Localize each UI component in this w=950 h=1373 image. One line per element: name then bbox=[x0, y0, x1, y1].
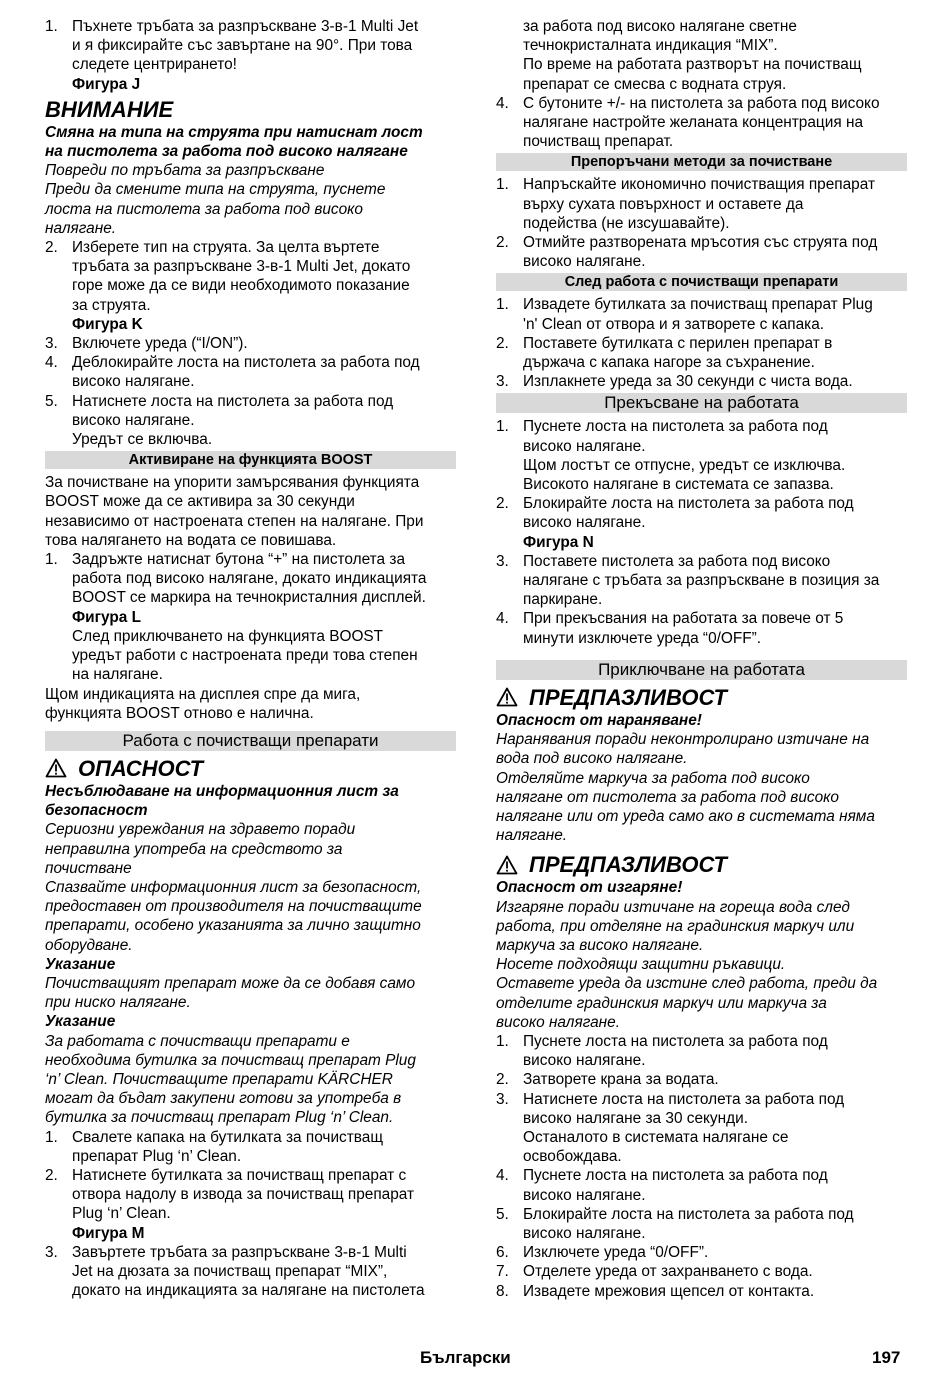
list-item: 3. Натиснете лоста на пистолета за работа под високо налягане за 30 секунди. Останалото в системата налягане се освобождава. bbox=[496, 1090, 845, 1166]
list-item: 5. Блокирайте лоста на пистолета за работа под високо налягане. bbox=[496, 1205, 854, 1242]
danger-subtitle: Несъблюдаване на информационния лист за безопасност bbox=[45, 782, 399, 820]
note-text: Почистващият препарат може да се добавя само при ниско налягане. bbox=[45, 974, 416, 1012]
caution-text: Наранявания поради неконтролирано изтичане на вода под високо налягане. Отделяйте маркуча за работа под високо налягане от пистолета за работа под високо налягане или от уреда само ако в системата няма налягане. bbox=[496, 731, 875, 845]
footer-language: Български bbox=[420, 1348, 511, 1367]
warning-triangle-icon bbox=[45, 758, 67, 778]
section-heading-finish: Приключване на работата bbox=[496, 660, 907, 680]
list-item: 4. С бутоните +/- на пистолета за работа под високо налягане настройте желаната концентрация на почистващ препарат. bbox=[496, 94, 880, 151]
list-item: 3. Включете уреда (“I/ON”). bbox=[45, 335, 248, 353]
list-item: 2. Затворете крана за водата. bbox=[496, 1071, 719, 1089]
list-item: 7. Отделете уреда от захранването с вода. bbox=[496, 1263, 813, 1281]
page-number: 197 bbox=[872, 1348, 901, 1367]
list-item: 2. Отмийте разтворената мръсотия със струята под високо налягане. bbox=[496, 234, 878, 271]
figure-ref: Фигура K bbox=[72, 315, 143, 333]
danger-title: ОПАСНОСТ bbox=[45, 755, 456, 782]
left-column bbox=[45, 17, 456, 1300]
list-item: 1. Пуснете лоста на пистолета за работа под високо налягане. bbox=[496, 1032, 828, 1070]
list-item: 8. Извадете мрежовия щепсел от контакта. bbox=[496, 1282, 815, 1300]
section-heading-boost: Активиране на функцията BOOST bbox=[45, 451, 456, 469]
list-item: 4. Пуснете лоста на пистолета за работа под високо налягане. bbox=[496, 1167, 828, 1204]
paragraph: Щом индикацията на дисплея спре да мига, функцията BOOST отново е налична. bbox=[45, 685, 361, 722]
list-item: 1. Свалете капака на бутилката за почистващ препарат Plug ‘n’ Clean. bbox=[45, 1128, 384, 1165]
list-item: 1. Задръжте натиснат бутона “+” на пистолета за работа под високо налягане, докато индикацията BOOST се маркира на течнокристалния дисплей. Фигура L След приключването на функцията BOOST уредът работи с настроената преди това степен на налягане. bbox=[45, 550, 456, 684]
list-item: 3. Изплакнете уреда за 30 секунди с чиста вода. bbox=[496, 373, 853, 391]
paragraph: За почистване на упорити замърсявания функцията BOOST може да се активира за 30 секунди независимо от настроената степен на налягане. При това налягането на водата се повишава. bbox=[45, 474, 424, 549]
danger-text: Сериозни увреждания на здравето поради неправилна употреба на средството за почистване Спазвайте информационния лист за безопасност, предоставен от производителя на почистващите препарати, особено указанията за лично защитно оборудване. bbox=[45, 821, 422, 954]
list-item: 1. Напръскайте икономично почистващия препарат върху сухата повърхност и оставете да подейства (не изсушавайте). bbox=[496, 176, 876, 232]
note-title: Указание bbox=[45, 955, 116, 973]
figure-ref: Фигура M bbox=[72, 1224, 145, 1242]
list-item: 1. Пъхнете тръбата за разпръскване 3-в-1 Multi Jet и я фиксирайте със завъртане на 90°. При това следете центрирането! Фигура J bbox=[45, 17, 456, 94]
caution-subtitle: Опасност от нараняване! bbox=[496, 711, 702, 729]
figure-ref: Фигура L bbox=[72, 608, 142, 626]
list-item: 3. Завъртете тръбата за разпръскване 3-в-1 Multi Jet на дюзата за почистващ препарат “MIX”, докато на индикацията за налягане на пистолета bbox=[45, 1243, 425, 1300]
section-heading-after: След работа с почистващи препарати bbox=[496, 273, 907, 291]
right-column bbox=[496, 17, 907, 1301]
list-item: 4. При прекъсвания на работата за повече от 5 минути изключете уреда “0/OFF”. bbox=[496, 610, 844, 647]
section-heading-interrupt: Прекъсване на работата bbox=[496, 393, 907, 413]
list-item: 1. Извадете бутилката за почистващ препарат Plug 'n' Clean от отвора и я затворете с капака. bbox=[496, 296, 873, 333]
caution-text: Изгаряне поради изтичане на гореща вода след работа, при отделяне на градинския маркуч или маркуча за високо налягане. Носете подходящи защитни ръкавици. Оставете уреда да изстине след работа, преди да отделите градинския маркуч или маркуча за високо налягане. bbox=[496, 898, 878, 1031]
list-item: 4. Деблокирайте лоста на пистолета за работа под високо налягане. bbox=[45, 354, 420, 391]
section-heading-methods: Препоръчани методи за почистване bbox=[496, 153, 907, 171]
warning-title: ВНИМАНИЕ bbox=[45, 96, 174, 122]
list-item: 2. Изберете тип на струята. За целта въртете тръбата за разпръскване 3-в-1 Multi Jet, докато горе може да се види необходимото показание за струята. Фигура K bbox=[45, 238, 456, 334]
list-item: 2. Натиснете бутилката за почистващ препарат с отвора надолу в извода за почистващ препарат Plug ‘n’ Clean. Фигура M bbox=[45, 1166, 456, 1243]
caution-title: ПРЕДПАЗЛИВОСТ bbox=[496, 851, 907, 878]
figure-ref: Фигура N bbox=[523, 533, 594, 551]
note-title: Указание bbox=[45, 1013, 116, 1031]
list-item: 5. Натиснете лоста на пистолета за работа под високо налягане. Уредът се включва. bbox=[45, 392, 394, 449]
section-heading-detergents: Работа с почистващи препарати bbox=[45, 731, 456, 751]
note-text: За работата с почистващи препарати е необходима бутилка за почистващ препарат Plug ‘n’ Clean. Почистващите препарати KÄRCHER могат да бъдат закупени готови за употреба в бутилка за почистващ препарат Plug ‘n’ Clean. bbox=[45, 1032, 416, 1127]
list-item: 3. Поставете пистолета за работа под високо налягане с тръбата за разпръскване в позиция за паркиране. bbox=[496, 552, 880, 609]
list-item: 2. Поставете бутилката с перилен препарат в държача с капака нагоре за съхранение. bbox=[496, 334, 833, 372]
list-item: 6. Изключете уреда “0/OFF”. bbox=[496, 1244, 709, 1262]
list-item: 2. Блокирайте лоста на пистолета за работа под високо налягане. Фигура N bbox=[496, 494, 907, 552]
warning-text: Повреди по тръбата за разпръскване Преди да смените типа на струята, пуснете лоста на пистолета за работа под високо налягане. bbox=[45, 162, 386, 237]
caution-subtitle: Опасност от изгаряне! bbox=[496, 879, 683, 897]
caution-title: ПРЕДПАЗЛИВОСТ bbox=[496, 684, 907, 711]
warning-triangle-icon bbox=[496, 687, 518, 707]
warning-triangle-icon bbox=[496, 855, 518, 875]
warning-subtitle: Смяна на типа на струята при натиснат лост на пистолета за работа под високо налягане bbox=[45, 123, 423, 161]
list-item: 1. Пуснете лоста на пистолета за работа под високо налягане. Щом лостът се отпусне, уредът се изключва. Високото налягане в системата се запазва. bbox=[496, 418, 846, 494]
list-item-continued: за работа под високо налягане светне течнокристалната индикация “MIX”. По време на работата разтворът на почистващ препарат се смесва с водната струя. bbox=[523, 18, 862, 93]
figure-ref: Фигура J bbox=[72, 75, 141, 93]
